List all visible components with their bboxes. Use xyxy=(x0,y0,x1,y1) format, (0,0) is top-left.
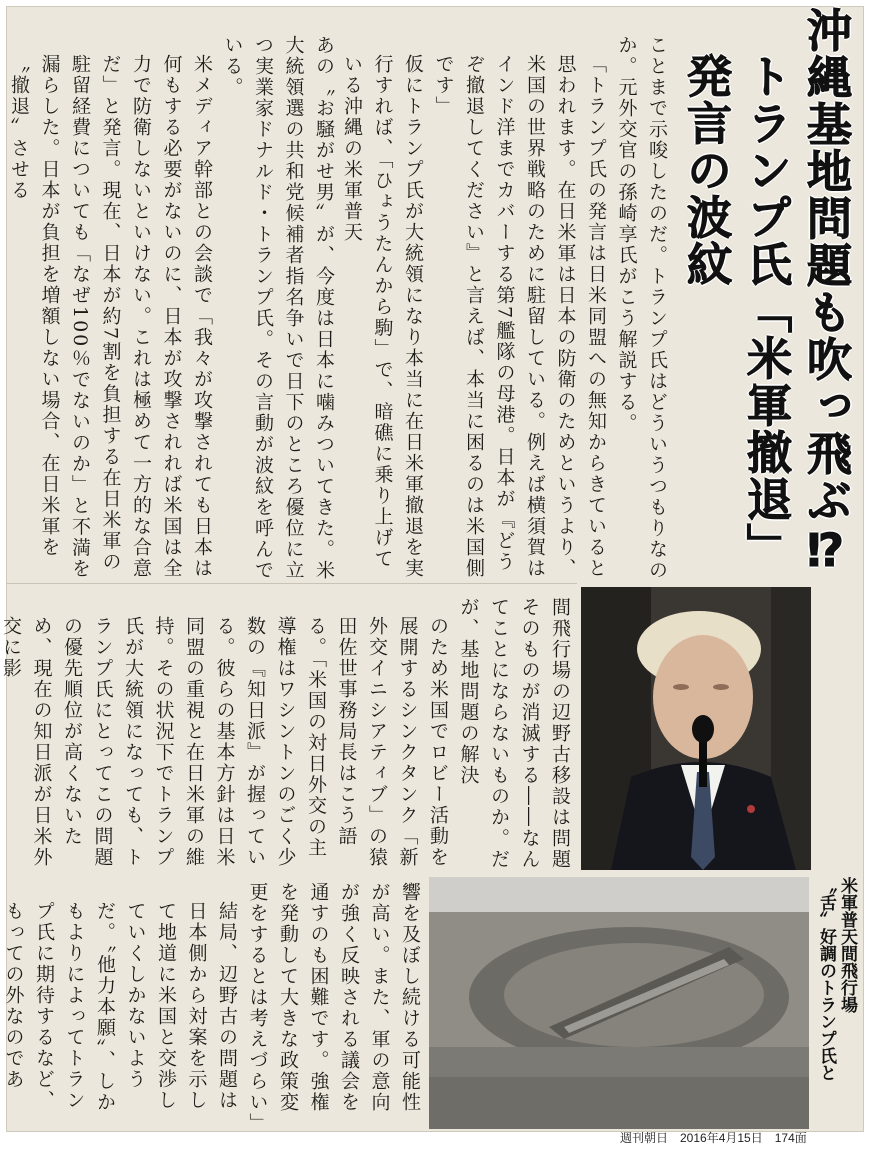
section-divider xyxy=(7,583,577,584)
source-credit: 週刊朝日 2016年4月15日 174面 xyxy=(620,1131,807,1145)
article-block-1 xyxy=(8,35,339,583)
futenma-photo-image xyxy=(429,877,809,1129)
article-paragraph-7: のため米国でロビー活動を展開するシンクタンク「新外交イニシアティブ」の猿田佐世事務局長はこう語る。「米国の対日外交の主導権はワシントンのごく少数の『知日派』が握っている。彼らの基本方針は日米同盟の重視と在日米軍の維持。その状況下でトランプ氏が大統領になっても、トランプ氏にとってこの問題の優先順位が高くないため、現在の知日派が日米外交に影 xyxy=(0,616,449,868)
article-paragraph-2: 米メディア幹部との会談で「我々が攻撃されても日本は何もする必要がないのに、日本が攻撃されれば米国は全力で防衛しないといけない。これは極めて一方的な合意だ」と発言。現在、日本が約7割を負担する在日米軍の駐留経費についても「なぜ100％でないのか」と不満を漏らした。日本が負担を増額しない場合、在日米軍を〝撤退〟させる xyxy=(8,54,213,580)
article-paragraph-6: 間飛行場の辺野古移設は問題そのものが消滅する――なんてことにならないものか。だが、基地問題の解決 xyxy=(457,597,571,870)
article-block-2 xyxy=(341,35,672,583)
article-block-4 xyxy=(2,882,425,1134)
trump-photo-image xyxy=(581,587,811,870)
caption-line-2: 〝舌〟好調のトランプ氏と xyxy=(816,877,836,1081)
headline xyxy=(675,7,855,585)
article-paragraph-9: 結局、辺野古の問題は日本側から対案を示して地道に米国と交渉していくしかないようだ。〝他力本願〟、しかもよりによってトランプ氏に期待するなど、もっての外なのであ xyxy=(2,901,238,1113)
article-paragraph-1: あの〝お騒がせ男〟が、今度は日本に噛みついてきた。米大統領選の共和党候補者指名争いで日下のところ優位に立つ実業家ドナルド・トランプ氏。その言動が波紋を呼んでいる。 xyxy=(221,35,335,581)
article-paragraph-5: 仮にトランプ氏が大統領になり本当に在日米軍撤退を実行すれば、「ひょうたんから駒」で、暗礁に乗り上げている沖縄の米軍普天 xyxy=(341,54,424,579)
futenma-air-station-photo xyxy=(429,877,809,1129)
newspaper-clipping xyxy=(0,6,864,1134)
caption-line-1: 米軍普天間飛行場 xyxy=(837,877,857,1013)
photo-caption xyxy=(813,877,857,1127)
article-paragraph-8: 響を及ぼし続ける可能性が高い。また、軍の意向が強く反映される議会を通すのも困難です。強権を発動して大きな政策変更をするとは考えづらい」 xyxy=(246,882,421,1134)
headline-line-1: 沖縄基地問題も吹っ飛ぶ⁉ xyxy=(799,7,852,579)
headline-line-2: トランプ氏「米軍撤退」発言の波紋 xyxy=(679,53,792,570)
article-block-3 xyxy=(0,597,575,872)
article-paragraph-3: ことまで示唆したのだ。トランプ氏はどういうつもりなのか。元外交官の孫崎享氏がこう解説する。 xyxy=(615,35,668,581)
article-paragraph-4: 「トランプ氏の発言は日米同盟への無知からきていると思われます。在日米軍は日本の防衛のためというより、米国の世界戦略のために駐留している。例えば横須賀はインド洋までカバーする第7艦隊の母港。日本が『どうぞ撤退してください』と言えば、本当に困るのは米国側です」 xyxy=(432,54,607,579)
trump-photo xyxy=(581,587,811,870)
